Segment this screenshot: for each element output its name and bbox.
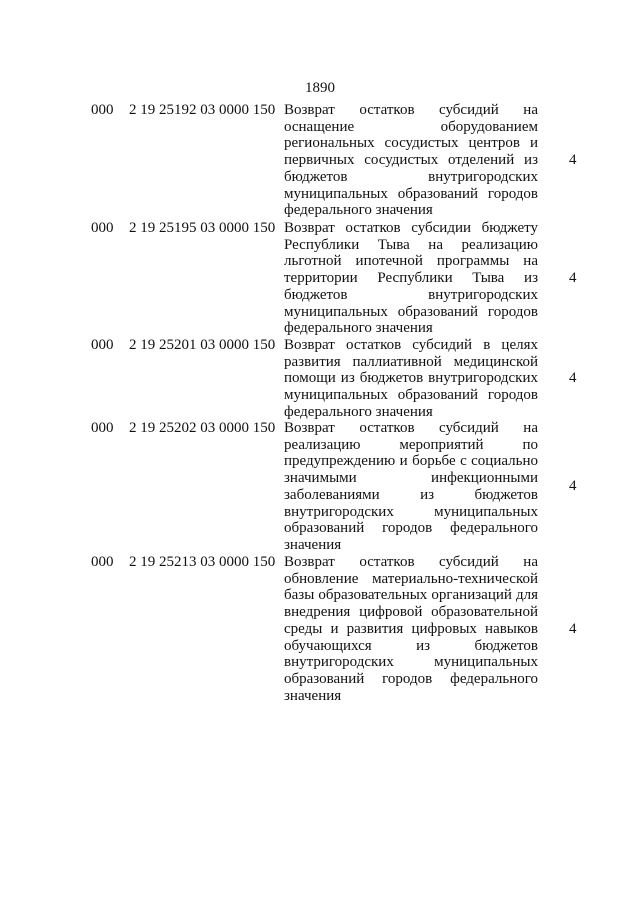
budget-classification-code: 2 19 25201 03 0000 150 — [129, 337, 276, 353]
row-count: 4 — [569, 478, 577, 494]
budget-classification-code: 2 19 25192 03 0000 150 — [129, 102, 276, 118]
description-line: обучающихся из бюджетов — [284, 637, 538, 654]
description-line: заболеваниями из бюджетов — [284, 486, 538, 503]
admin-code: 000 — [91, 102, 114, 118]
description-line: предупреждению и борьбе с социально — [284, 453, 538, 470]
admin-code: 000 — [91, 220, 114, 236]
budget-classification-code: 2 19 25195 03 0000 150 — [129, 220, 276, 236]
admin-code: 000 — [91, 337, 114, 353]
description-line: Возврат остатков субсидии бюджету — [284, 220, 538, 236]
row-description — [284, 102, 538, 219]
description-line: помощи из бюджетов внутригородских — [284, 370, 538, 387]
description-line: Возврат остатков субсидий на — [284, 554, 538, 570]
description-line: образований городов федерального — [284, 670, 538, 687]
description-line: базы образовательных организаций для — [284, 587, 538, 604]
description-line: образований городов федерального — [284, 520, 538, 537]
row-description — [284, 420, 538, 554]
description-line: развития паллиативной медицинской — [284, 353, 538, 370]
description-line: Возврат остатков субсидий на — [284, 420, 538, 436]
description-line: оснащение оборудованием — [284, 118, 538, 135]
description-line: федерального значения — [284, 202, 433, 219]
page-number: 1890 — [305, 80, 335, 96]
admin-code: 000 — [91, 420, 114, 436]
row-description — [284, 554, 538, 704]
description-line: первичных сосудистых отделений из — [284, 152, 538, 169]
description-line: бюджетов внутригородских — [284, 168, 538, 185]
description-line: значения — [284, 687, 342, 704]
description-line: значения — [284, 536, 342, 553]
row-count: 4 — [569, 621, 577, 637]
description-line: внедрения цифровой образовательной — [284, 604, 538, 621]
description-line: внутригородских муниципальных — [284, 503, 538, 520]
description-line: внутригородских муниципальных — [284, 654, 538, 671]
row-count: 4 — [569, 370, 577, 386]
description-line: муниципальных образований городов — [284, 387, 538, 404]
description-line: Возврат остатков субсидий на — [284, 102, 538, 118]
row-description — [284, 220, 538, 337]
description-line: муниципальных образований городов — [284, 303, 538, 320]
description-line: обновление материально-технической — [284, 570, 538, 587]
description-line: региональных сосудистых центров и — [284, 135, 538, 152]
description-line: федерального значения — [284, 320, 433, 337]
description-line: значимыми инфекционными — [284, 470, 538, 487]
description-line: льготной ипотечной программы на — [284, 253, 538, 270]
description-line: территории Республики Тыва из — [284, 270, 538, 287]
budget-classification-code: 2 19 25213 03 0000 150 — [129, 554, 276, 570]
row-count: 4 — [569, 152, 577, 168]
description-line: Возврат остатков субсидий в целях — [284, 337, 538, 353]
row-description — [284, 337, 538, 421]
description-line: реализацию мероприятий по — [284, 436, 538, 453]
admin-code: 000 — [91, 554, 114, 570]
description-line: муниципальных образований городов — [284, 185, 538, 202]
description-line: бюджетов внутригородских — [284, 286, 538, 303]
row-count: 4 — [569, 270, 577, 286]
description-line: среды и развития цифровых навыков — [284, 620, 538, 637]
description-line: федерального значения — [284, 403, 433, 420]
budget-classification-code: 2 19 25202 03 0000 150 — [129, 420, 276, 436]
description-line: Республики Тыва на реализацию — [284, 236, 538, 253]
